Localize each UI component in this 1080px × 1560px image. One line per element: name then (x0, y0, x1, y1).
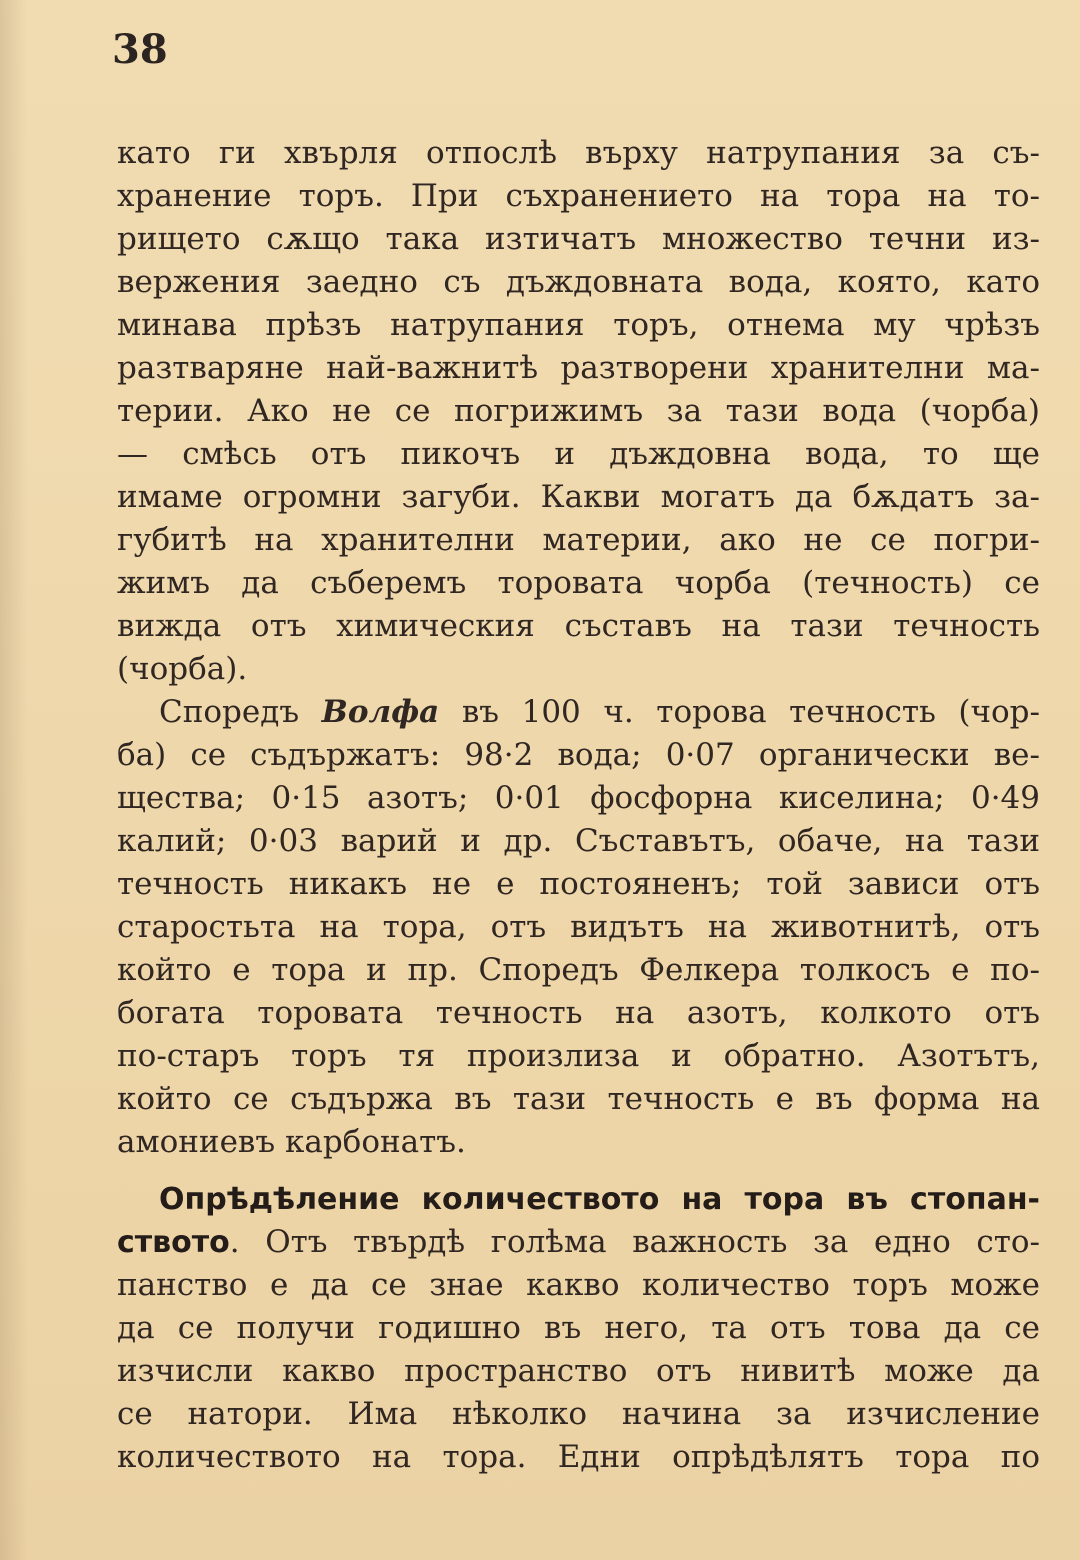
text-line: хранение торъ. При съхранението на тора на то- (117, 178, 1040, 214)
text-run: въ 100 ч. торова течность (чор- (439, 694, 1040, 730)
section-heading-end: ството (117, 1225, 230, 1260)
text-run: Споредъ (159, 694, 322, 730)
paragraph-gap (117, 1164, 1040, 1178)
text-line (117, 691, 1040, 734)
section-heading: Опрѣдѣление количеството на тора въ стопан- (159, 1182, 1040, 1217)
paragraph-2 (117, 691, 1040, 1164)
text-line (117, 1221, 1040, 1264)
text-line: изчисли какво пространство отъ нивитѣ може да (117, 1353, 1040, 1389)
body-text (117, 132, 1040, 1479)
text-line: щества; 0·15 азотъ; 0·01 фосфорна киселина; 0·49 (117, 780, 1040, 816)
paragraph-1 (117, 132, 1040, 691)
text-run: . Отъ твърдѣ голѣма важность за едно сто- (229, 1224, 1040, 1260)
text-line: богата торовата течность на азотъ, колкото отъ (117, 995, 1040, 1031)
page-edge-shadow (0, 0, 28, 1560)
text-line: старостьта на тора, отъ видътъ на животнитѣ, отъ (117, 909, 1040, 945)
paragraph-3 (117, 1178, 1040, 1479)
author-name: Волфа (321, 694, 440, 730)
text-line: (чорба). (117, 651, 248, 687)
text-line: който е тора и пр. Споредъ Фелкера толкосъ е по- (117, 952, 1040, 988)
text-line: губитѣ на хранителни материи, ако не се погри- (117, 522, 1040, 558)
text-line: вержения заедно съ дъждовната вода, която, като (117, 264, 1040, 300)
text-line: жимъ да съберемъ торовата чорба (течность) се (117, 565, 1040, 601)
text-line: като ги хвърля отпослѣ върху натрупания за съ- (117, 135, 1040, 171)
text-line: количеството на тора. Едни опрѣдѣлятъ тора по (117, 1439, 1040, 1475)
text-line: имаме огромни загуби. Какви могатъ да бѫдатъ за- (117, 479, 1040, 515)
text-line: минава прѣзъ натрупания торъ, отнема му чрѣзъ (117, 307, 1040, 343)
text-line: вижда отъ химическия съставъ на тази течность (117, 608, 1040, 644)
text-line: течность никакъ не е постояненъ; той зависи отъ (117, 866, 1040, 902)
text-line: ба) се съдържатъ: 98·2 вода; 0·07 органически ве- (117, 737, 1040, 773)
text-line: — смѣсь отъ пикочъ и дъждовна вода, то ще (117, 436, 1040, 472)
page-number: 38 (112, 26, 168, 73)
text-line: калий; 0·03 варий и др. Съставътъ, обаче, на тази (117, 823, 1040, 859)
text-line: по-старъ торъ тя произлиза и обратно. Азотътъ, (117, 1038, 1040, 1074)
text-line: разтваряне най-важнитѣ разтворени хранителни ма- (117, 350, 1040, 386)
text-line: да се получи годишно въ него, та отъ това да се (117, 1310, 1040, 1346)
text-line (117, 1178, 1040, 1221)
text-line: рището сѫщо така изтичатъ множество течни из- (117, 221, 1040, 257)
text-line: който се съдържа въ тази течность е въ форма на (117, 1081, 1040, 1117)
text-line: панство е да се знае какво количество торъ може (117, 1267, 1040, 1303)
text-line: се натори. Има нѣколко начина за изчисление (117, 1396, 1040, 1432)
text-line: терии. Ако не се погрижимъ за тази вода (чорба) (117, 393, 1040, 429)
text-line: амониевъ карбонатъ. (117, 1124, 466, 1160)
